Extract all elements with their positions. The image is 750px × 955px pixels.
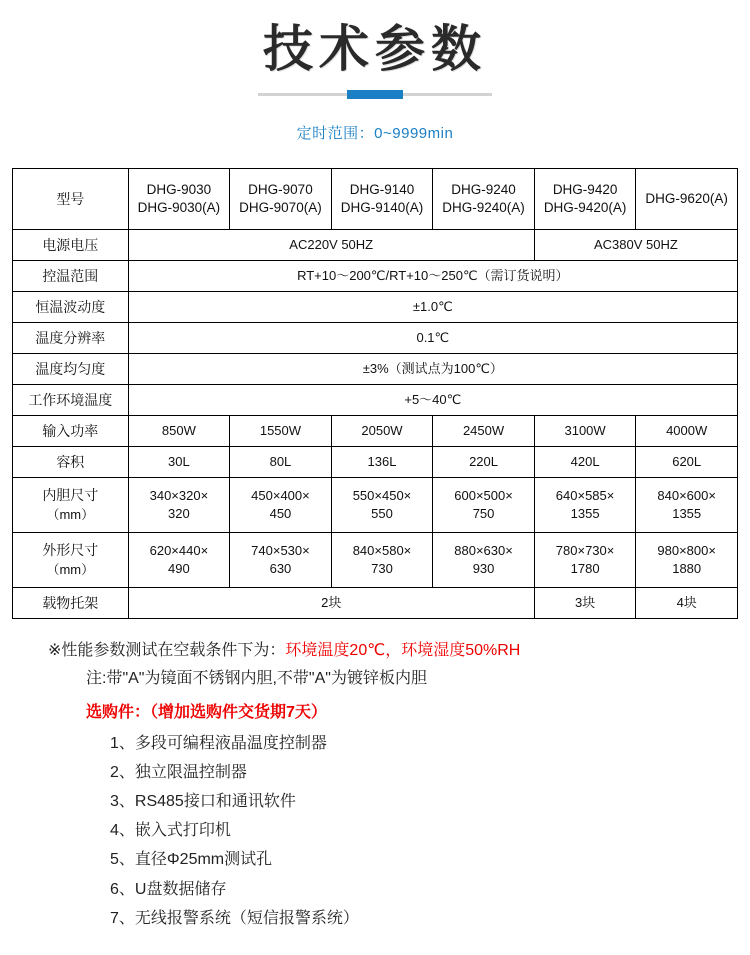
model-name: DHG-9620(A): [645, 190, 728, 206]
row-label: [13, 478, 129, 533]
table-cell: 4块: [636, 588, 738, 619]
table-cell: [534, 533, 636, 588]
options-title: 选购件：（增加选购件交货期7天）: [86, 704, 327, 721]
dimension-line: 930: [472, 561, 495, 576]
table-cell: +5～40℃: [128, 385, 737, 416]
table-cell: 30L: [128, 447, 230, 478]
model-name: DHG-9240: [451, 181, 516, 197]
model-name: DHG-9030: [146, 181, 212, 197]
list-item: 5、直径Φ25mm测试孔: [110, 851, 273, 869]
note-test-conditions-black: ※性能参数测试在空载条件下为：: [48, 642, 286, 659]
model-name: DHG-9240(A): [442, 200, 525, 215]
row-label: 控温范围: [13, 261, 129, 292]
list-item: 2、独立限温控制器: [110, 764, 247, 782]
table-header-row: [13, 169, 738, 230]
model-name: DHG-9070(A): [239, 200, 322, 215]
row-label: 输入功率: [13, 416, 129, 447]
row-label: 容积: [13, 447, 129, 478]
table-row: [13, 533, 738, 588]
note-liner-material: 注:带"A"为镜面不锈钢内胆,不带"A"为镀锌板内胆: [86, 670, 427, 687]
row-label-unit: （mm）: [46, 507, 95, 522]
table-cell: AC220V 50HZ: [128, 230, 534, 261]
model-name: DHG-9070: [248, 181, 313, 197]
dimension-line: 550×450×: [352, 488, 412, 504]
table-cell: [636, 533, 738, 588]
table-cell: [534, 478, 636, 533]
note-test-conditions: [14, 637, 736, 665]
table-row: [13, 416, 738, 447]
row-label-text: 内胆尺寸: [42, 487, 99, 504]
row-label-model: 型号: [13, 169, 129, 230]
table-cell: [331, 533, 433, 588]
table-cell: [433, 533, 535, 588]
dimension-line: 450×400×: [251, 488, 310, 504]
list-item: 1、多段可编程液晶温度控制器: [110, 735, 327, 752]
table-cell: 850W: [128, 416, 230, 447]
table-cell: [128, 478, 230, 533]
table-cell: [128, 533, 230, 588]
table-cell: 2块: [128, 588, 534, 619]
model-header-cell: [534, 169, 636, 230]
page-title: 技术参数: [263, 21, 487, 77]
table-cell: AC380V 50HZ: [534, 230, 737, 261]
spec-table-container: [12, 168, 738, 619]
table-row: [13, 292, 738, 323]
notes-section: [0, 637, 750, 933]
dimension-line: 740×530×: [251, 543, 310, 559]
table-cell: ±3%（测试点为100℃）: [128, 354, 737, 385]
model-name: DHG-9140(A): [340, 200, 424, 215]
dimension-line: 630: [269, 561, 292, 576]
table-cell: [433, 478, 535, 533]
dimension-line: 780×730×: [555, 543, 615, 559]
model-header-cell: [636, 169, 738, 230]
dimension-line: 1880: [672, 561, 702, 576]
table-row: [13, 478, 738, 533]
dimension-line: 1355: [570, 506, 600, 521]
table-cell: ±1.0℃: [128, 292, 737, 323]
table-cell: RT+10～200℃/RT+10～250℃（需订货说明）: [128, 261, 737, 292]
table-row: [13, 230, 738, 261]
table-cell: 3100W: [534, 416, 636, 447]
table-row: [13, 588, 738, 619]
table-row: [13, 385, 738, 416]
model-header-cell: [433, 169, 535, 230]
table-cell: 136L: [331, 447, 433, 478]
row-label: 恒温波动度: [13, 292, 129, 323]
model-name: DHG-9420: [552, 181, 618, 197]
row-label: 温度分辨率: [13, 323, 129, 354]
dimension-line: 640×585×: [555, 488, 615, 504]
dimension-line: 600×500×: [454, 488, 513, 504]
table-cell: [636, 478, 738, 533]
table-cell: [230, 478, 332, 533]
table-cell: 80L: [230, 447, 332, 478]
table-cell: 1550W: [230, 416, 332, 447]
dimension-line: 1355: [672, 506, 702, 521]
dimension-line: 880×630×: [454, 543, 513, 559]
table-cell: 420L: [534, 447, 636, 478]
dimension-line: 320: [168, 506, 190, 521]
specification-table: [12, 168, 738, 619]
list-item: 4、嵌入式打印机: [110, 822, 231, 840]
model-name: DHG-9140: [349, 181, 415, 197]
row-label: 载物托架: [13, 588, 129, 619]
row-label: 电源电压: [13, 230, 129, 261]
table-row: [13, 447, 738, 478]
model-header-cell: [230, 169, 332, 230]
table-cell: 2450W: [433, 416, 535, 447]
note-test-conditions-red: 环境温度20℃，环境湿度50%RH: [285, 642, 521, 659]
model-header-cell: [128, 169, 230, 230]
row-label: [13, 533, 129, 588]
page-header: [0, 0, 750, 143]
row-label: 温度均匀度: [13, 354, 129, 385]
model-name: DHG-9420(A): [543, 200, 627, 215]
optional-accessories-list: [14, 729, 736, 933]
list-item: 7、无线报警系统（短信报警系统）: [110, 909, 359, 927]
table-cell: 2050W: [331, 416, 433, 447]
dimension-line: 750: [472, 506, 495, 521]
row-label-unit: （mm）: [46, 562, 95, 577]
dimension-line: 340×320×: [149, 488, 209, 504]
row-label: 工作环境温度: [13, 385, 129, 416]
list-item: 6、U盘数据储存: [110, 880, 227, 898]
table-cell: [230, 533, 332, 588]
model-header-cell: [331, 169, 433, 230]
table-row: [13, 354, 738, 385]
dimension-line: 550: [371, 506, 393, 521]
divider-accent-bar: [347, 90, 403, 99]
table-cell: 0.1℃: [128, 323, 737, 354]
table-cell: 220L: [433, 447, 535, 478]
list-item: 3、RS485接口和通讯软件: [110, 793, 296, 811]
table-row: [13, 261, 738, 292]
dimension-line: 840×580×: [352, 543, 412, 559]
dimension-line: 730: [371, 561, 393, 576]
title-divider: [258, 93, 492, 96]
dimension-line: 490: [168, 561, 190, 576]
dimension-line: 620×440×: [149, 543, 209, 559]
dimension-line: 840×600×: [657, 488, 716, 504]
table-row: [13, 323, 738, 354]
dimension-line: 450: [269, 506, 292, 521]
timer-range-subtitle: 定时范围：0~9999min: [296, 125, 454, 142]
table-cell: [331, 478, 433, 533]
dimension-line: 1780: [570, 561, 600, 576]
dimension-line: 980×800×: [657, 543, 716, 559]
row-label-text: 外形尺寸: [42, 542, 99, 559]
table-cell: 3块: [534, 588, 636, 619]
table-cell: 4000W: [636, 416, 738, 447]
model-name: DHG-9030(A): [137, 200, 221, 215]
table-cell: 620L: [636, 447, 738, 478]
